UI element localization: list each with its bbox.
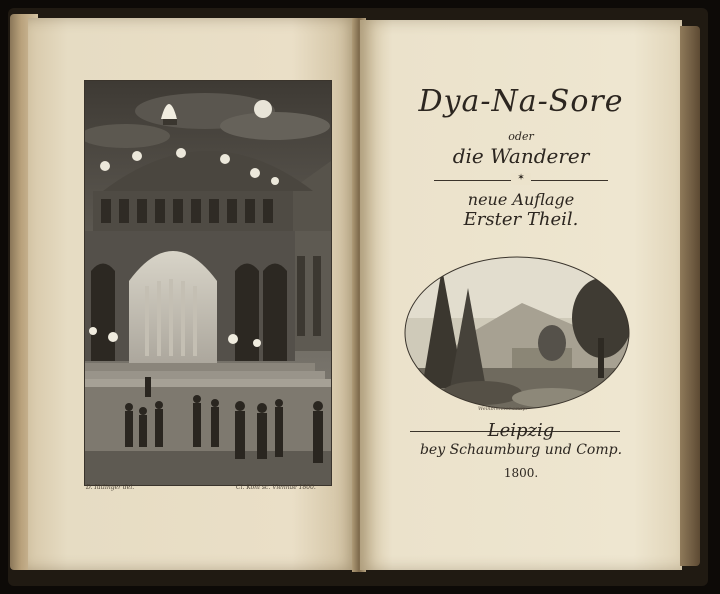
engraving-credit-engraver: Cl. Kohl sc. Viennae 1800. <box>236 484 316 491</box>
imprint-year: 1800. <box>503 466 539 480</box>
frontispiece-engraving <box>84 80 332 486</box>
star-ornament-icon: ✶ <box>511 173 531 185</box>
edition-line: neue Auflage <box>467 190 575 209</box>
book-subtitle: die Wanderer <box>452 144 590 168</box>
title-conjunction: oder <box>508 130 534 143</box>
landscape-vignette <box>402 248 632 418</box>
imprint-place: Leipzig <box>487 420 555 441</box>
right-page-edges <box>680 26 700 566</box>
volume-line: Erster Theil. <box>463 209 579 230</box>
vignette-credit: Weinbrenner sculp. <box>478 406 528 412</box>
book-title: Dya-Na-Sore <box>418 84 624 119</box>
imprint-publisher: bey Schaumburg und Comp. <box>419 442 623 458</box>
engraving-credit-draughtsman: D. Iütlinger del. <box>86 484 135 491</box>
